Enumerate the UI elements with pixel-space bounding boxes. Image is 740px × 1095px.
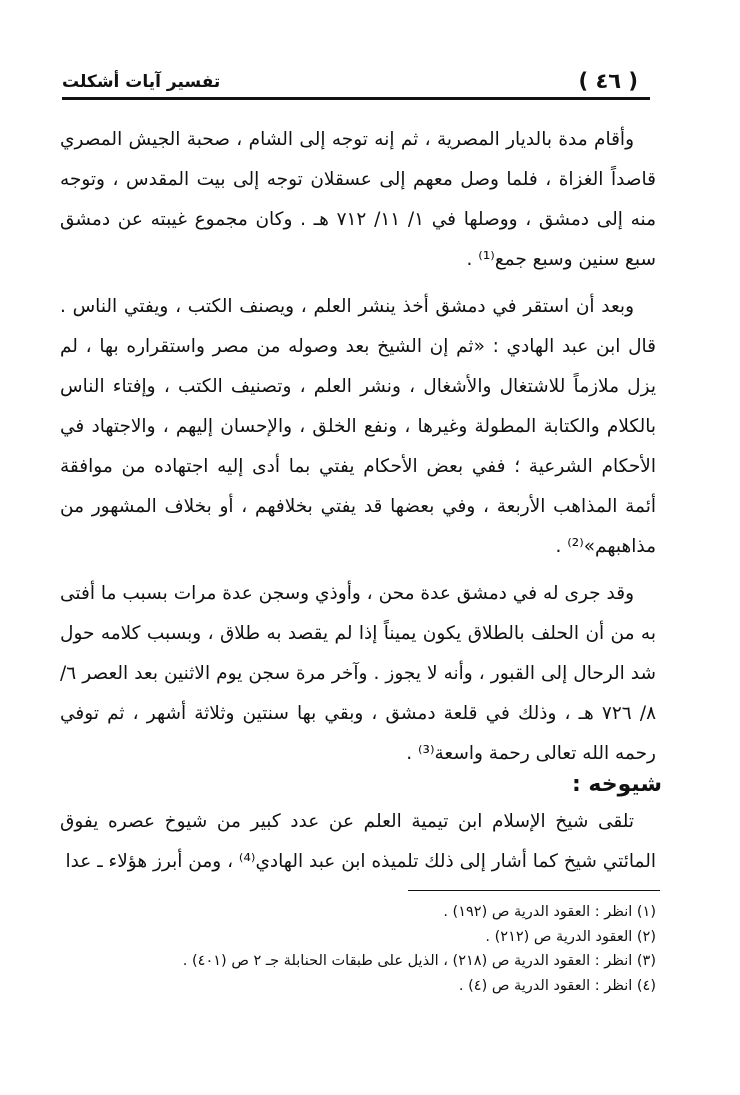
section-heading: شيوخه : — [571, 772, 662, 797]
paragraph-trials-and-death: وقد جرى له في دمشق عدة محن ، وأوذي وسجن عدة مرات بسبب ما أفتى به من أن الحلف بالطلاق يكون يميناً إذا لم يقصد به طلاق ، وبسبب كلامه حول شد الرحال إلى القبور ، وأنه لا يجوز . وآخر مرة سجن يوم الاثنين بعد العصر ٦/ ٨/ ٧٢٦ هـ ، وذلك في قلعة دمشق ، وبقي بها سنتين وثلاثة أشهر ، ثم توفي رحمه الله تعالى رحمة واسعة⁽³⁾ . — [60, 583, 656, 764]
paragraph-teaching-in-damascus: وبعد أن استقر في دمشق أخذ ينشر العلم ، ويصنف الكتب ، ويفتي الناس . قال ابن عبد الهادي : «ثم إن الشيخ بعد وصوله من مصر واستقراره بها ، لم يزل ملازماً للاشتغال والأشغال ، ونشر العلم ، وتصنيف الكتب ، وإفتاء الناس بالكلام والكتابة المطولة وغيرها ، ونفع الخلق ، والإحسان إليهم ، والاجتهاد في الأحكام الشرعية ؛ ففي بعض الأحكام يفتي بما أدى إليه اجتهاده من موافقة أئمة المذاهب الأربعة ، وفي بعضها قد يفتي بخلافهم ، أو بخلاف المشهور من مذاهبهم»⁽²⁾ . — [60, 296, 656, 557]
header-rule — [62, 97, 650, 100]
paragraph-teachers: تلقى شيخ الإسلام ابن تيمية العلم عن عدد كبير من شيوخ عصره يفوق المائتي شيخ كما أشار إلى ذلك تلميذه ابن عبد الهادي⁽⁴⁾ ، ومن أبرز هؤلاء ـ عدا — [60, 811, 656, 872]
footnote: (٢) العقود الدرية ص (٢١٢) . — [485, 928, 656, 945]
body-text-top — [60, 120, 656, 774]
running-title: تفسير آيات أشكلت — [62, 72, 221, 92]
page-number: ( ٤٦ ) — [578, 69, 638, 93]
footnote: (١) انظر : العقود الدرية ص (١٩٢) . — [443, 904, 656, 920]
footnote: (٣) انظر : العقود الدرية ص (٢١٨) ، الذيل على طبقات الحنابلة جـ ٢ ص (٤٠١) . — [182, 953, 656, 969]
footnote: (٤) انظر : العقود الدرية ص (٤) . — [458, 977, 656, 994]
paragraph-return-to-damascus: وأقام مدة بالديار المصرية ، ثم إنه توجه إلى الشام ، صحبة الجيش المصري قاصداً الغزاة ، فلما وصل معهم إلى عسقلان توجه إلى بيت المقدس ، وتوجه منه إلى دمشق ، ووصلها في ١/ ١١/ ٧١٢ هـ . وكان مجموع غيبته عن دمشق سبع سنين وسبع جمع⁽¹⁾ . — [60, 129, 657, 270]
body-text-bottom — [60, 802, 656, 882]
footnotes — [96, 900, 656, 998]
page-header — [62, 66, 650, 96]
footnote-separator — [408, 890, 660, 891]
